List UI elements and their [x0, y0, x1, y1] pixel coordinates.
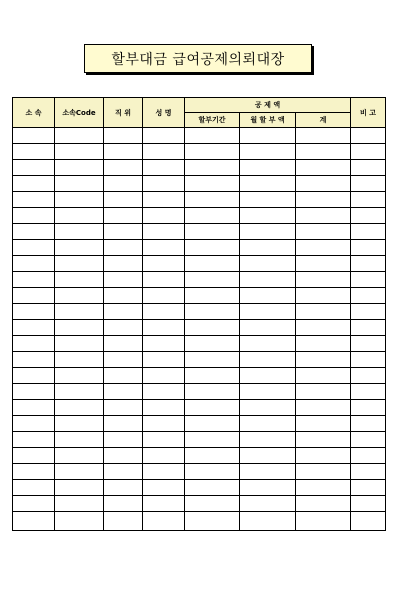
cell-position — [104, 432, 143, 448]
cell-remarks — [351, 320, 386, 336]
cell-position — [104, 352, 143, 368]
cell-installment-period — [185, 144, 240, 160]
cell-dept-code — [55, 432, 104, 448]
cell-dept-code — [55, 336, 104, 352]
cell-remarks — [351, 304, 386, 320]
cell-total — [296, 336, 351, 352]
table-row — [13, 272, 386, 288]
cell-name — [143, 512, 185, 531]
cell-monthly-installment — [240, 496, 296, 512]
cell-dept-code — [55, 208, 104, 224]
cell-total — [296, 512, 351, 531]
cell-position — [104, 400, 143, 416]
cell-position — [104, 384, 143, 400]
table-row — [13, 496, 386, 512]
cell-dept — [13, 448, 55, 464]
cell-dept-code — [55, 416, 104, 432]
cell-dept-code — [55, 304, 104, 320]
cell-remarks — [351, 336, 386, 352]
cell-monthly-installment — [240, 224, 296, 240]
cell-installment-period — [185, 432, 240, 448]
cell-name — [143, 256, 185, 272]
cell-position — [104, 288, 143, 304]
cell-name — [143, 128, 185, 144]
cell-monthly-installment — [240, 384, 296, 400]
cell-remarks — [351, 128, 386, 144]
cell-installment-period — [185, 320, 240, 336]
cell-position — [104, 208, 143, 224]
cell-monthly-installment — [240, 320, 296, 336]
cell-remarks — [351, 400, 386, 416]
cell-remarks — [351, 496, 386, 512]
table-row — [13, 192, 386, 208]
cell-name — [143, 432, 185, 448]
table-row — [13, 336, 386, 352]
ledger-table — [12, 97, 386, 531]
page-title: 할부대금 급여공제의뢰대장 — [84, 44, 312, 73]
cell-total — [296, 448, 351, 464]
cell-remarks — [351, 416, 386, 432]
cell-dept-code — [55, 240, 104, 256]
cell-name — [143, 208, 185, 224]
cell-remarks — [351, 208, 386, 224]
cell-monthly-installment — [240, 128, 296, 144]
cell-name — [143, 272, 185, 288]
cell-remarks — [351, 240, 386, 256]
cell-dept — [13, 272, 55, 288]
cell-installment-period — [185, 480, 240, 496]
cell-total — [296, 160, 351, 176]
header-position: 직 위 — [104, 98, 143, 128]
cell-installment-period — [185, 272, 240, 288]
cell-dept-code — [55, 288, 104, 304]
cell-monthly-installment — [240, 192, 296, 208]
cell-remarks — [351, 224, 386, 240]
cell-total — [296, 176, 351, 192]
header-dept: 소 속 — [13, 98, 55, 128]
cell-remarks — [351, 448, 386, 464]
cell-name — [143, 304, 185, 320]
cell-monthly-installment — [240, 272, 296, 288]
cell-monthly-installment — [240, 160, 296, 176]
cell-name — [143, 480, 185, 496]
cell-dept — [13, 224, 55, 240]
cell-total — [296, 464, 351, 480]
cell-remarks — [351, 480, 386, 496]
cell-remarks — [351, 144, 386, 160]
cell-name — [143, 288, 185, 304]
cell-position — [104, 320, 143, 336]
cell-remarks — [351, 192, 386, 208]
cell-installment-period — [185, 448, 240, 464]
cell-dept — [13, 496, 55, 512]
cell-dept — [13, 480, 55, 496]
cell-total — [296, 432, 351, 448]
cell-name — [143, 464, 185, 480]
cell-installment-period — [185, 368, 240, 384]
cell-total — [296, 400, 351, 416]
cell-total — [296, 368, 351, 384]
header-dept-code: 소속Code — [55, 98, 104, 128]
table-row — [13, 512, 386, 531]
cell-dept-code — [55, 448, 104, 464]
cell-dept — [13, 336, 55, 352]
cell-dept-code — [55, 224, 104, 240]
cell-installment-period — [185, 176, 240, 192]
header-remarks: 비 고 — [351, 98, 386, 128]
cell-position — [104, 496, 143, 512]
table-row — [13, 128, 386, 144]
cell-dept — [13, 416, 55, 432]
table-row — [13, 384, 386, 400]
cell-dept — [13, 144, 55, 160]
table-row — [13, 320, 386, 336]
cell-installment-period — [185, 304, 240, 320]
cell-installment-period — [185, 416, 240, 432]
cell-total — [296, 256, 351, 272]
cell-position — [104, 144, 143, 160]
cell-dept — [13, 320, 55, 336]
cell-remarks — [351, 384, 386, 400]
cell-remarks — [351, 256, 386, 272]
cell-installment-period — [185, 464, 240, 480]
cell-monthly-installment — [240, 352, 296, 368]
cell-dept — [13, 384, 55, 400]
table-row — [13, 352, 386, 368]
cell-installment-period — [185, 288, 240, 304]
cell-dept-code — [55, 256, 104, 272]
cell-installment-period — [185, 208, 240, 224]
cell-position — [104, 448, 143, 464]
cell-monthly-installment — [240, 288, 296, 304]
cell-dept — [13, 304, 55, 320]
table-row — [13, 368, 386, 384]
cell-monthly-installment — [240, 240, 296, 256]
cell-remarks — [351, 176, 386, 192]
cell-total — [296, 480, 351, 496]
cell-monthly-installment — [240, 304, 296, 320]
cell-total — [296, 128, 351, 144]
cell-dept-code — [55, 464, 104, 480]
header-monthly-installment: 월 할 부 액 — [240, 113, 296, 128]
cell-total — [296, 304, 351, 320]
cell-total — [296, 496, 351, 512]
table-row — [13, 176, 386, 192]
table-row — [13, 208, 386, 224]
cell-remarks — [351, 464, 386, 480]
cell-dept-code — [55, 480, 104, 496]
cell-monthly-installment — [240, 464, 296, 480]
cell-total — [296, 288, 351, 304]
header-installment-period: 할부기간 — [185, 113, 240, 128]
cell-dept — [13, 432, 55, 448]
cell-name — [143, 416, 185, 432]
table-row — [13, 480, 386, 496]
cell-remarks — [351, 160, 386, 176]
cell-monthly-installment — [240, 336, 296, 352]
cell-total — [296, 208, 351, 224]
cell-total — [296, 272, 351, 288]
cell-installment-period — [185, 400, 240, 416]
cell-monthly-installment — [240, 432, 296, 448]
cell-monthly-installment — [240, 208, 296, 224]
cell-installment-period — [185, 496, 240, 512]
cell-installment-period — [185, 384, 240, 400]
cell-dept — [13, 240, 55, 256]
cell-position — [104, 272, 143, 288]
header-deduction: 공 제 액 — [185, 98, 351, 113]
cell-installment-period — [185, 336, 240, 352]
cell-position — [104, 336, 143, 352]
cell-position — [104, 160, 143, 176]
table-row — [13, 288, 386, 304]
cell-dept-code — [55, 352, 104, 368]
cell-dept-code — [55, 128, 104, 144]
cell-dept-code — [55, 176, 104, 192]
cell-dept — [13, 160, 55, 176]
cell-monthly-installment — [240, 512, 296, 531]
cell-name — [143, 368, 185, 384]
cell-dept — [13, 128, 55, 144]
table-row — [13, 256, 386, 272]
table-row — [13, 304, 386, 320]
cell-monthly-installment — [240, 256, 296, 272]
cell-installment-period — [185, 256, 240, 272]
cell-total — [296, 384, 351, 400]
cell-dept — [13, 368, 55, 384]
table-row — [13, 432, 386, 448]
cell-installment-period — [185, 128, 240, 144]
cell-name — [143, 176, 185, 192]
cell-name — [143, 160, 185, 176]
cell-dept-code — [55, 272, 104, 288]
cell-position — [104, 368, 143, 384]
cell-name — [143, 448, 185, 464]
cell-remarks — [351, 368, 386, 384]
cell-name — [143, 224, 185, 240]
ledger-body — [13, 128, 386, 531]
cell-remarks — [351, 512, 386, 531]
cell-dept-code — [55, 160, 104, 176]
cell-remarks — [351, 432, 386, 448]
table-row — [13, 224, 386, 240]
cell-dept — [13, 208, 55, 224]
cell-name — [143, 496, 185, 512]
cell-total — [296, 224, 351, 240]
cell-monthly-installment — [240, 480, 296, 496]
header-total: 계 — [296, 113, 351, 128]
cell-remarks — [351, 352, 386, 368]
cell-monthly-installment — [240, 176, 296, 192]
cell-name — [143, 192, 185, 208]
cell-dept — [13, 352, 55, 368]
cell-dept — [13, 256, 55, 272]
cell-dept-code — [55, 400, 104, 416]
cell-position — [104, 176, 143, 192]
table-row — [13, 448, 386, 464]
cell-dept-code — [55, 512, 104, 531]
cell-installment-period — [185, 352, 240, 368]
cell-monthly-installment — [240, 416, 296, 432]
cell-position — [104, 224, 143, 240]
table-row — [13, 240, 386, 256]
cell-dept — [13, 464, 55, 480]
cell-installment-period — [185, 192, 240, 208]
cell-total — [296, 320, 351, 336]
cell-name — [143, 320, 185, 336]
cell-total — [296, 416, 351, 432]
cell-remarks — [351, 288, 386, 304]
cell-total — [296, 240, 351, 256]
header-name: 성 명 — [143, 98, 185, 128]
cell-name — [143, 352, 185, 368]
cell-name — [143, 240, 185, 256]
cell-dept — [13, 288, 55, 304]
cell-dept-code — [55, 144, 104, 160]
cell-dept — [13, 400, 55, 416]
cell-monthly-installment — [240, 448, 296, 464]
cell-dept-code — [55, 368, 104, 384]
cell-monthly-installment — [240, 368, 296, 384]
cell-installment-period — [185, 160, 240, 176]
cell-dept — [13, 192, 55, 208]
cell-installment-period — [185, 224, 240, 240]
cell-position — [104, 480, 143, 496]
cell-dept-code — [55, 496, 104, 512]
cell-installment-period — [185, 240, 240, 256]
cell-name — [143, 144, 185, 160]
cell-total — [296, 352, 351, 368]
cell-monthly-installment — [240, 144, 296, 160]
cell-dept — [13, 176, 55, 192]
cell-position — [104, 464, 143, 480]
cell-total — [296, 192, 351, 208]
table-row — [13, 160, 386, 176]
table-row — [13, 464, 386, 480]
cell-position — [104, 256, 143, 272]
cell-name — [143, 384, 185, 400]
cell-dept-code — [55, 192, 104, 208]
cell-remarks — [351, 272, 386, 288]
table-row — [13, 144, 386, 160]
cell-installment-period — [185, 512, 240, 531]
cell-dept-code — [55, 384, 104, 400]
cell-position — [104, 192, 143, 208]
cell-dept — [13, 512, 55, 531]
cell-position — [104, 304, 143, 320]
cell-position — [104, 240, 143, 256]
cell-position — [104, 128, 143, 144]
table-row — [13, 416, 386, 432]
cell-name — [143, 400, 185, 416]
cell-position — [104, 512, 143, 531]
cell-monthly-installment — [240, 400, 296, 416]
cell-name — [143, 336, 185, 352]
cell-position — [104, 416, 143, 432]
cell-dept-code — [55, 320, 104, 336]
cell-total — [296, 144, 351, 160]
table-row — [13, 400, 386, 416]
